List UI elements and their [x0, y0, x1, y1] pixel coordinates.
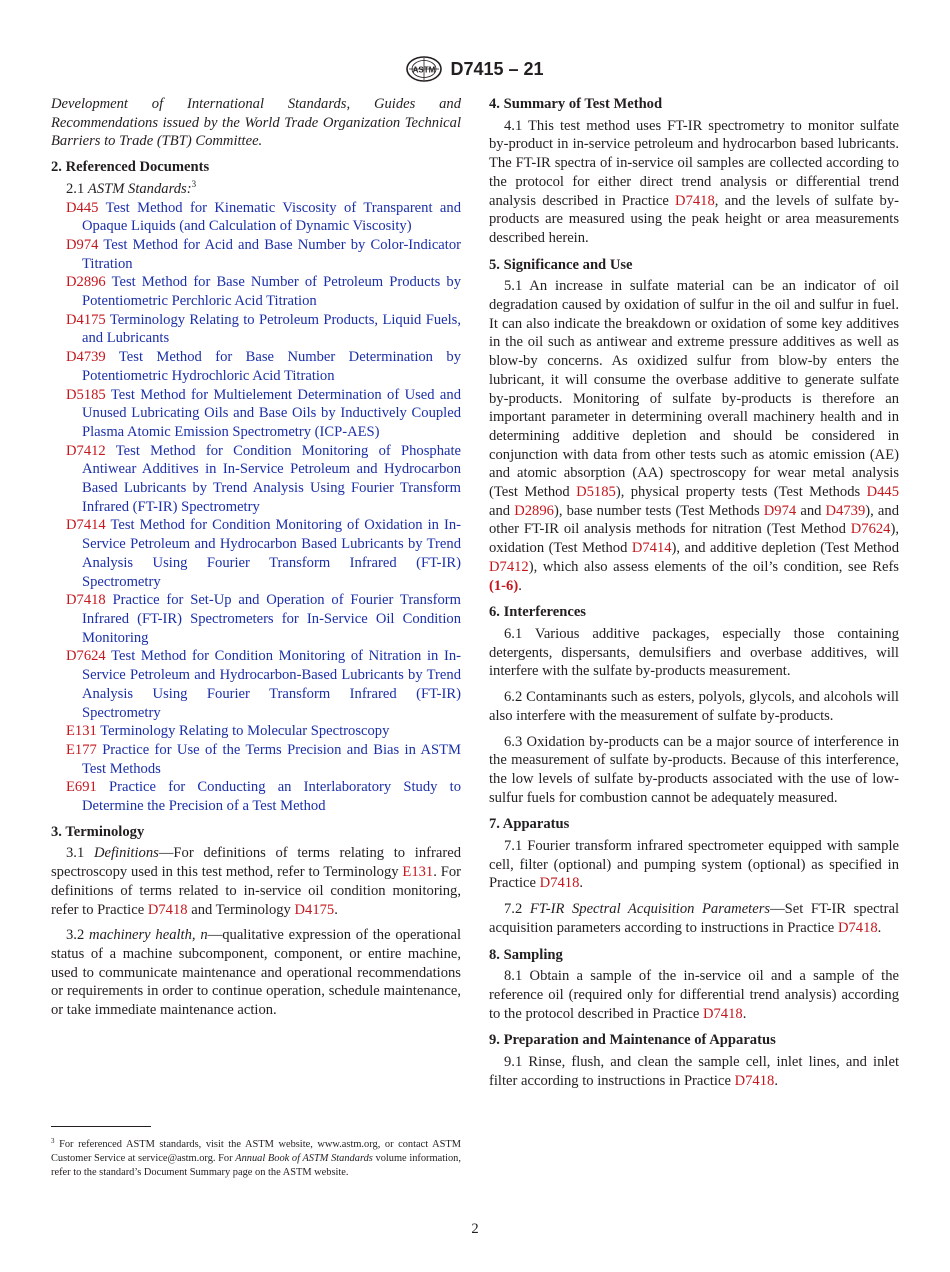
section-2-heading: 2. Referenced Documents: [51, 159, 210, 176]
reference-title-link[interactable]: Test Method for Condition Monitoring of Nitration in In-Service Petroleum and Hydrocarbon-Based Lubricants by Trend Analysis Using Fourier Transform Infrared (FT-IR) Spectrometry: [82, 648, 461, 721]
reference-title-link[interactable]: Test Method for Kinematic Viscosity of Transparent and Opaque Liquids (and Calculation of Dynamic Viscosity): [82, 199, 462, 235]
link-d7414[interactable]: D7414: [631, 540, 672, 557]
reference-title-link[interactable]: Practice for Use of the Terms Precision and Bias in ASTM Test Methods: [82, 741, 461, 777]
page-number: 2: [471, 1221, 479, 1237]
reference-item: [51, 199, 461, 236]
reference-code-link[interactable]: D974: [66, 236, 99, 253]
reference-title-link[interactable]: Test Method for Condition Monitoring of Oxidation in In-Service Petroleum and Hydrocarbon Based Lubricants by Trend Analysis Using Fourier Transform Infrared (FT-IR) Spectrometry: [82, 517, 461, 590]
reference-item: [51, 591, 461, 647]
definitions-paragraph: 3.1 Definitions—For definitions of terms relating to infrared spectroscopy used in this test method, refer to Terminology E131. For definitions of terms related to in-service oil condition monitoring, refer to Practice D7418 and Terminology D4175.: [51, 845, 461, 918]
footnote-divider: [51, 1126, 151, 1127]
machinery-health-paragraph: 3.2 machinery health, n—qualitative expression of the operational status of a machine subcomponent, component, or entire machine, used to communicate maintenance and operational recommendations or requirements in order to continue operation, schedule maintenance, or take immediate maintenance action.: [51, 927, 462, 1019]
astm-logo-icon: [406, 56, 442, 82]
interferences-paragraph-1: 6.1 Various additive packages, especially those containing detergents, dispersants, demulsifiers and overbase additives, will interfere with the sulfate by-products measurement.: [489, 625, 899, 680]
reference-item: [51, 442, 461, 517]
link-d4739[interactable]: D4739: [825, 502, 866, 519]
section-5-heading: 5. Significance and Use: [489, 256, 633, 273]
link-d2896[interactable]: D2896: [514, 502, 554, 519]
section-6-heading: 6. Interferences: [489, 604, 586, 621]
interferences-paragraph-2: 6.2 Contaminants such as esters, polyols, glycols, and alcohols will also interfere with the measurement of sulfate by-products.: [489, 689, 899, 724]
reference-item: [51, 516, 461, 591]
link-d7418[interactable]: D7418: [539, 875, 580, 892]
link-d4175[interactable]: D4175: [294, 901, 335, 918]
link-d7418[interactable]: D7418: [702, 1005, 743, 1022]
link-d7418[interactable]: D7418: [147, 901, 188, 918]
reference-item: [51, 348, 461, 385]
page-header: [0, 55, 950, 83]
reference-title-link[interactable]: Practice for Set-Up and Operation of Fourier Transform Infrared (FT-IR) Spectrometers for In-Service Oil Condition Monitoring: [82, 592, 461, 646]
reference-item: [51, 741, 461, 778]
link-d7412[interactable]: D7412: [489, 558, 529, 575]
interferences-paragraph-3: 6.3 Oxidation by-products can be a major source of interference in the measurement of sulfate by-products. Because of this interference, the low levels of sulfate by-products associated with the use of low-sulfur fuels for combustion cannot be adequately measured.: [489, 733, 899, 806]
reference-title-link[interactable]: Test Method for Acid and Base Number by Color-Indicator Titration: [82, 236, 461, 272]
link-d7418[interactable]: D7418: [837, 919, 878, 936]
reference-code-link[interactable]: D4739: [66, 349, 106, 366]
footnote: $^3$ For referenced ASTM standards, visit the ASTM website, www.astm.org, or contact ASTM Customer Service at service@astm.org. For Annual Book of ASTM Standards volume information, refer to the standard’s Document Summary page on the ASTM website.: [51, 1137, 461, 1178]
significance-paragraph: 5.1 An increase in sulfate material can be an indicator of oil degradation caused by oxidation of sulfur in the oil and sulfur in fuel. It can also indicate the breakdown or oxidation of some key additives in the oil such as antiwear and extreme pressure additives as well as blow-by concerns. As oxidized sulfur from blow-by enters the lubricant, it will consume the overbase additive to generate sulfate by-products. Monitoring of sulfate by-products is therefore an important parameter in determining overall machinery health and in determining additive depletion and should be considered in conjunction with data from other tests such as atomic emission (AE) and atomic absorption (AA) spectroscopy for wear metal analysis (Test Method D5185), physical property tests (Test Methods D445 and D2896), base number tests (Test Methods D974 and D4739), and other FT-IR oil analysis methods for nitration (Test Method D7624), oxidation (Test Method D7414), and additive depletion (Test Method D7412), which also assess elements of the oil’s condition, see Refs (1-6).: [489, 278, 899, 594]
referenced-documents-list: [51, 199, 461, 816]
reference-title-link[interactable]: Test Method for Condition Monitoring of Phosphate Antiwear Additives in In-Service Petroleum and Hydrocarbon Based Lubricants by Trend Analysis Using Fourier Transform Infrared (FT-IR) Spectrometry: [82, 442, 461, 515]
reference-code-link[interactable]: D7412: [66, 442, 106, 459]
reference-item: [51, 236, 461, 273]
section-3-heading: 3. Terminology: [51, 823, 145, 840]
link-d7418[interactable]: D7418: [675, 192, 715, 209]
reference-code-link[interactable]: D7418: [66, 592, 106, 609]
section-7-heading: 7. Apparatus: [489, 816, 570, 833]
reference-code-link[interactable]: D4175: [66, 311, 106, 328]
link-references[interactable]: (1-6): [489, 577, 519, 594]
reference-item: [51, 722, 461, 741]
sampling-paragraph: 8.1 Obtain a sample of the in-service oil and a sample of the reference oil (required only for differential trend analysis) according to the protocol described in Practice D7418.: [489, 968, 899, 1022]
link-e131[interactable]: E131: [402, 864, 434, 881]
astm-standards-subheading: 2.1 ASTM Standards:$^3$: [66, 178, 197, 197]
reference-item: [51, 647, 461, 722]
section-4-heading: 4. Summary of Test Method: [489, 96, 663, 112]
apparatus-paragraph-2: 7.2 FT-IR Spectral Acquisition Parameters—Set FT-IR spectral acquisition parameters according to instructions in Practice D7418.: [489, 901, 899, 936]
link-d974[interactable]: D974: [763, 502, 797, 519]
apparatus-paragraph-1: 7.1 Fourier transform infrared spectrometer equipped with sample cell, filter (optional) and pumping system (optional) as specified in Practice D7418.: [489, 838, 899, 892]
reference-code-link[interactable]: D445: [66, 199, 99, 216]
reference-title-link[interactable]: Practice for Conducting an Interlaboratory Study to Determine the Precision of a Test Method: [82, 779, 461, 815]
reference-code-link[interactable]: D7624: [66, 648, 106, 665]
left-column: [51, 95, 461, 1020]
link-d7624[interactable]: D7624: [850, 521, 891, 538]
preparation-paragraph: 9.1 Rinse, flush, and clean the sample cell, inlet lines, and inlet filter according to instructions in Practice D7418.: [489, 1054, 899, 1089]
reference-item: [51, 778, 461, 815]
reference-title-link[interactable]: Test Method for Base Number Determination by Potentiometric Hydrochloric Acid Titration: [82, 349, 461, 384]
link-d445[interactable]: D445: [866, 484, 899, 501]
link-d5185[interactable]: D5185: [576, 484, 616, 501]
section-8-heading: 8. Sampling: [489, 946, 563, 963]
reference-item: [51, 386, 461, 442]
reference-code-link[interactable]: E177: [66, 741, 97, 758]
reference-title-link[interactable]: Test Method for Multielement Determination of Used and Unused Lubricating Oils and Base Oils by Inductively Coupled Plasma Atomic Emission Spectrometry (ICP-AES): [82, 386, 461, 440]
reference-code-link[interactable]: D2896: [66, 274, 106, 291]
document-designation: D7415 – 21: [450, 58, 544, 79]
reference-item: [51, 273, 461, 310]
section-9-heading: 9. Preparation and Maintenance of Apparatus: [489, 1032, 776, 1049]
summary-paragraph: 4.1 This test method uses FT-IR spectrometry to monitor sulfate by-product in in-service petroleum and hydrocarbon based lubricants. The FT-IR spectra of in-service oil samples are collected according to the protocol for either direct trend analysis or differential trend analysis described in Practice D7418, and the levels of sulfate by-products are measured using the peak height or area measurements described herein.: [489, 117, 899, 246]
reference-title-link[interactable]: Terminology Relating to Petroleum Products, Liquid Fuels, and Lubricants: [82, 311, 462, 347]
link-d7418[interactable]: D7418: [734, 1072, 775, 1089]
reference-item: [51, 311, 461, 348]
right-column: [489, 95, 899, 1090]
intro-paragraph: Development of International Standards, Guides and Recommendations issued by the World Trade Organization Technical Barriers to Trade (TBT) Committee.: [51, 96, 461, 150]
reference-code-link[interactable]: D5185: [66, 386, 106, 403]
reference-code-link[interactable]: E691: [66, 779, 97, 796]
reference-code-link[interactable]: E131: [66, 723, 97, 740]
reference-title-link[interactable]: Test Method for Base Number of Petroleum Products by Potentiometric Perchloric Acid Titration: [82, 274, 462, 310]
svg-text:ASTM: ASTM: [413, 65, 436, 75]
reference-code-link[interactable]: D7414: [66, 517, 106, 534]
reference-title-link[interactable]: Terminology Relating to Molecular Spectroscopy: [100, 723, 390, 740]
